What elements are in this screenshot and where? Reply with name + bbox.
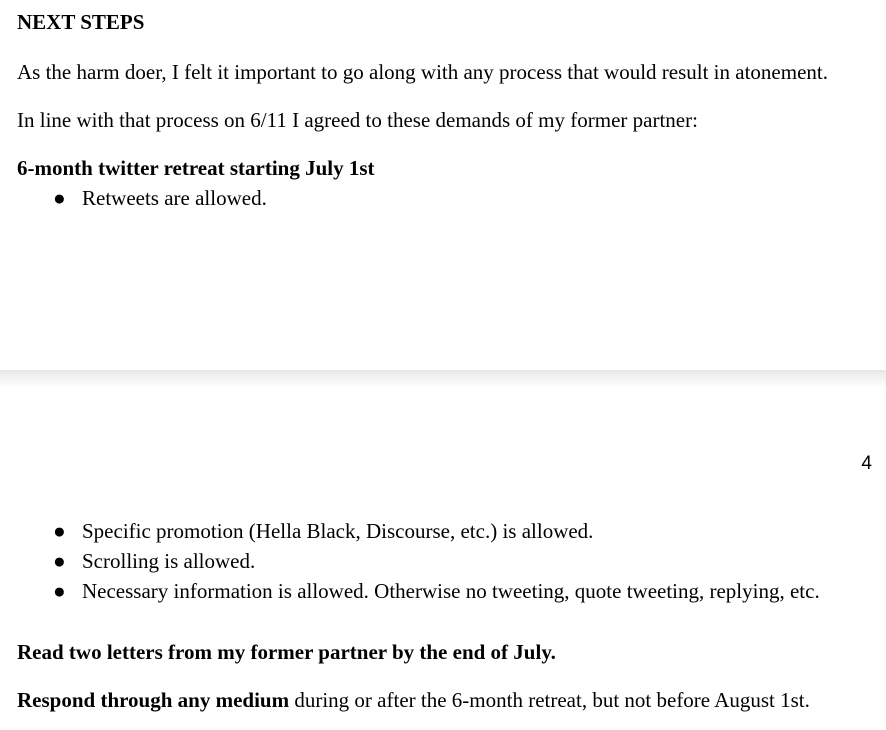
letters-demand: Read two letters from my former partner by the end of July. xyxy=(17,640,556,664)
demands-paragraph: In line with that process on 6/11 I agreed to these demands of my former partner: xyxy=(17,108,698,132)
page-number: 4 xyxy=(861,453,872,474)
intro-paragraph: As the harm doer, I felt it important to go along with any process that would result in atonement. xyxy=(17,60,828,84)
respond-demand xyxy=(17,688,810,712)
page-break xyxy=(0,370,886,386)
bullet-icon: ● xyxy=(53,519,66,543)
respond-demand-rest: during or after the 6-month retreat, but not before August 1st. xyxy=(289,688,810,712)
twitter-retreat-heading: 6-month twitter retreat starting July 1st xyxy=(17,156,375,180)
list-item-text: Necessary information is allowed. Otherwise no tweeting, quote tweeting, replying, etc. xyxy=(82,579,820,603)
bullet-icon: ● xyxy=(53,579,66,603)
bullet-icon: ● xyxy=(53,549,66,573)
bullet-icon: ● xyxy=(53,186,66,210)
respond-demand-bold: Respond through any medium xyxy=(17,688,290,712)
section-heading: NEXT STEPS xyxy=(17,10,145,34)
list-item-text: Scrolling is allowed. xyxy=(82,549,256,573)
list-item-text: Specific promotion (Hella Black, Discourse, etc.) is allowed. xyxy=(82,519,594,543)
list-item-text: Retweets are allowed. xyxy=(82,186,267,210)
